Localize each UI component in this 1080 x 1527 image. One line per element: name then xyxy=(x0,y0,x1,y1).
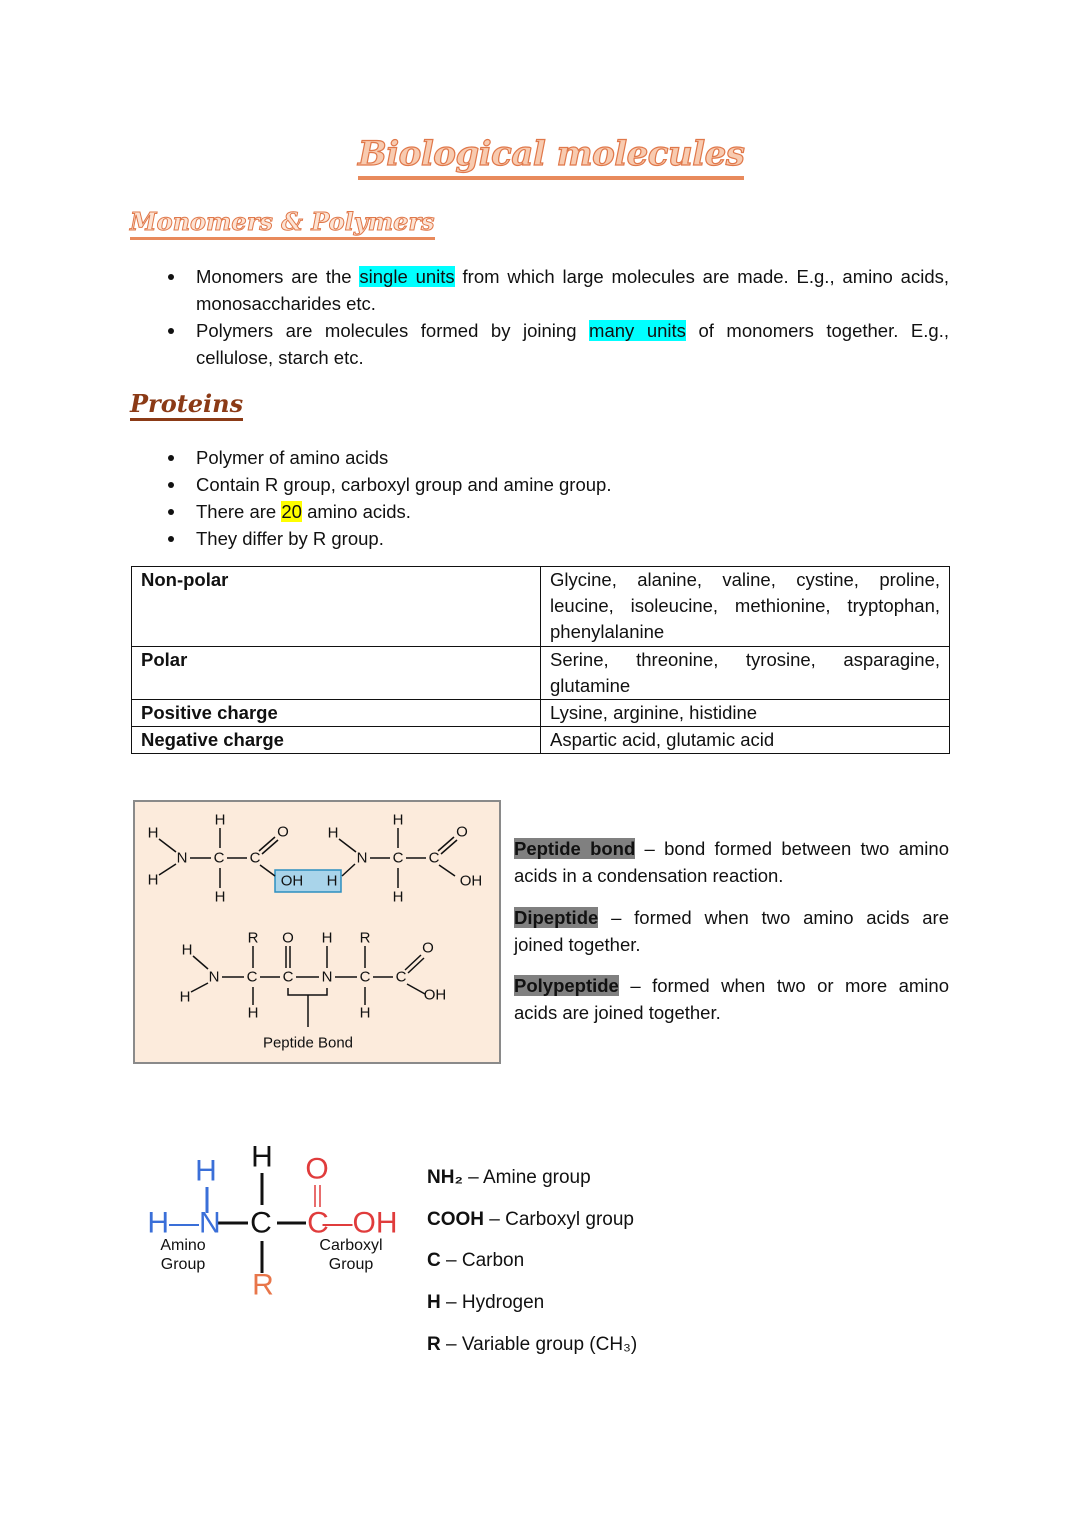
list-item: Polymers are molecules formed by joining many units of monomers together. E.g., cellulose, starch etc. xyxy=(168,317,949,371)
table-row: Non-polar Glycine, alanine, valine, cystine, proline, leucine, isoleucine, methionine, tryptophan, phenylalanine xyxy=(132,567,950,647)
atom-label: C xyxy=(428,849,440,867)
legend-item: H – Hydrogen xyxy=(427,1292,545,1313)
heading-proteins: Proteins xyxy=(130,390,243,421)
amino-acid-structure xyxy=(140,1135,410,1310)
list-item: Polymer of amino acids xyxy=(168,444,949,471)
page-title: Biological molecules xyxy=(358,134,744,180)
term: Dipeptide xyxy=(514,907,599,928)
peptide-bond-caption: Peptide Bond xyxy=(262,1034,354,1052)
amino-group-label: Amino xyxy=(160,1237,206,1254)
table-row: Positive charge Lysine, arginine, histidine xyxy=(132,700,950,727)
atom-label: OH xyxy=(423,986,447,1004)
atom-label: H xyxy=(179,988,191,1006)
atom-label: C xyxy=(213,849,225,867)
atom-label: C xyxy=(282,968,294,986)
term: Peptide bond xyxy=(514,838,636,859)
carbonyl-oxygen: O xyxy=(305,1152,329,1186)
atom-label: N xyxy=(208,968,220,986)
proteins-list xyxy=(168,444,949,552)
highlight: many units xyxy=(589,320,686,341)
amino-group-label: Group xyxy=(160,1256,206,1273)
atom-label: O xyxy=(456,823,468,841)
table-row: Polar Serine, threonine, tyrosine, asparagine, glutamine xyxy=(132,647,950,700)
carboxyl-carbon: C xyxy=(307,1206,329,1240)
atom-label: H xyxy=(392,888,404,906)
atom-label: N xyxy=(176,849,188,867)
atom-label: R xyxy=(247,929,259,947)
atom-label: H xyxy=(147,871,159,889)
atom-label: C xyxy=(249,849,261,867)
atom-label: C xyxy=(246,968,258,986)
atom-label: N xyxy=(321,968,333,986)
amino-acid-table xyxy=(131,566,950,754)
atom-label: H xyxy=(327,824,339,842)
atom-label: OH xyxy=(280,872,304,890)
atom-label: H xyxy=(321,929,333,947)
atom-label: O xyxy=(422,939,434,957)
amino-hydrogen: H xyxy=(195,1154,217,1188)
atom-label: N xyxy=(356,849,368,867)
atom-label: H xyxy=(214,888,226,906)
carboxyl-group-label: Group xyxy=(328,1256,374,1273)
atom-label: H xyxy=(392,811,404,829)
term: Polypeptide xyxy=(514,975,619,996)
carboxyl-group-label: Carboxyl xyxy=(319,1237,383,1254)
atom-label: O xyxy=(282,929,294,947)
highlight: 20 xyxy=(281,501,302,522)
peptide-bond-diagram xyxy=(133,800,501,1064)
r-group: R xyxy=(252,1268,274,1302)
atom-label: O xyxy=(277,823,289,841)
atom-label: H xyxy=(247,1004,259,1022)
list-item: Contain R group, carboxyl group and amine group. xyxy=(168,471,949,498)
legend-item: NH₂ – Amine group xyxy=(427,1167,591,1188)
definition-dipeptide: Dipeptide – formed when two amino acids are joined together. xyxy=(514,907,949,955)
alpha-carbon: C xyxy=(250,1206,272,1240)
list-item: Monomers are the single units from which large molecules are made. E.g., amino acids, monosaccharides etc. xyxy=(168,263,949,317)
atom-label: C xyxy=(359,968,371,986)
alpha-hydrogen: H xyxy=(251,1140,273,1174)
hydroxyl: —OH xyxy=(322,1206,398,1240)
atom-label: C xyxy=(395,968,407,986)
legend-item: R – Variable group (CH₃) xyxy=(427,1334,638,1355)
definition-polypeptide: Polypeptide – formed when two or more amino acids are joined together. xyxy=(514,975,949,1023)
atom-label: R xyxy=(359,929,371,947)
atom-label: H xyxy=(326,872,338,890)
monomers-list xyxy=(168,263,949,371)
atom-label: H xyxy=(214,811,226,829)
atom-label: OH xyxy=(459,872,483,890)
list-item: They differ by R group. xyxy=(168,525,949,552)
highlight: single units xyxy=(359,266,455,287)
legend-item: COOH – Carboxyl group xyxy=(427,1209,634,1230)
atom-label: H xyxy=(147,824,159,842)
heading-monomers: Monomers & Polymers xyxy=(130,207,435,240)
legend-item: C – Carbon xyxy=(427,1250,525,1271)
atom-label: H xyxy=(359,1004,371,1022)
definition-peptide-bond: Peptide bond – bond formed between two amino acids in a condensation reaction. xyxy=(514,838,949,886)
atom-label: C xyxy=(392,849,404,867)
amino-h-n: H—N xyxy=(147,1206,221,1240)
list-item: There are 20 amino acids. xyxy=(168,498,949,525)
table-row: Negative charge Aspartic acid, glutamic acid xyxy=(132,727,950,754)
atom-label: H xyxy=(181,941,193,959)
